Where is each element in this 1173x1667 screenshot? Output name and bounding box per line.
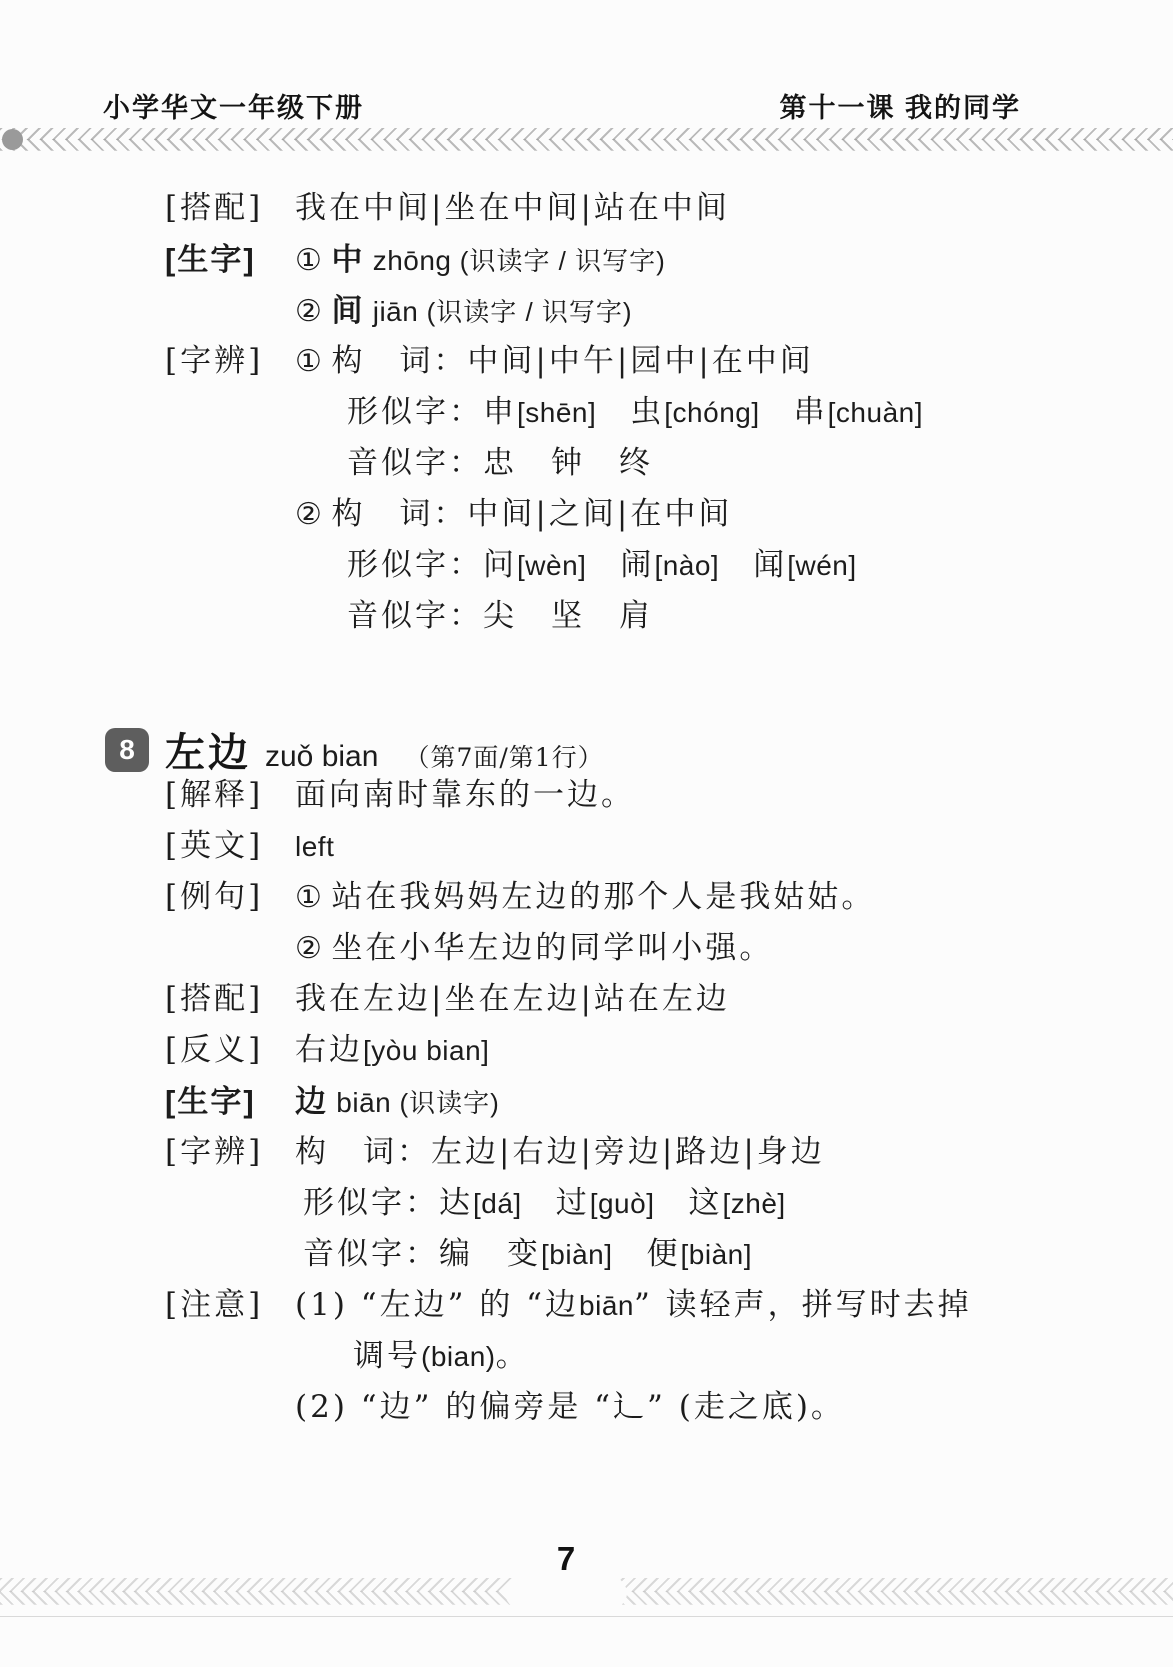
text-segment: [nào] [654,550,720,581]
text-segment: 。 [495,1338,530,1374]
definition-line [165,336,1113,387]
text-segment: (识读字 / 识写字) [459,246,666,276]
footer-rule [0,1616,1173,1617]
definition-line [165,1229,1113,1280]
text-segment: 便 [612,1236,681,1272]
text-segment: 面向南时靠东的一边。 [295,777,635,813]
entry-headword: 左边 [165,731,251,775]
definition-line [165,183,1113,234]
line-content [295,387,1113,438]
definition-line [165,1331,1113,1382]
definition-line [165,591,1113,642]
line-label [165,1382,295,1433]
text-segment: 形似字：达 [303,1185,473,1221]
text-segment: 间 [331,293,365,328]
text-segment: ① [295,243,332,278]
entry-8-details-block [165,770,1113,1433]
text-segment: ① [295,344,332,379]
line-content [295,489,1113,540]
text-segment: ① [295,880,332,915]
line-content [295,336,1113,387]
line-label [165,489,295,540]
text-segment: [wén] [787,550,857,581]
lesson-title: 第十一课 我的同学 [779,93,1021,123]
line-label: [英文] [165,828,264,864]
line-content [295,285,1113,336]
page-number: 7 [556,1540,576,1577]
definition-line [165,1382,1113,1433]
text-segment: (识读字) [399,1088,500,1118]
line-content [295,1331,1113,1382]
text-segment: 站在我妈妈左边的那个人是我姑姑。 [331,879,876,915]
text-segment: 中 [331,242,365,277]
definition-line [165,285,1113,336]
definition-line [165,770,1113,821]
definition-line [165,1280,1113,1331]
text-segment: 形似字：申 [347,394,517,430]
text-segment: [chuàn] [827,397,923,428]
text-segment: 边 [295,1084,328,1119]
definition-line [165,489,1113,540]
entry-7-continued-block [165,183,1113,642]
line-content [295,1382,1113,1433]
text-segment: 右边 [295,1032,363,1068]
text-segment: [zhè] [722,1188,786,1219]
definition-line [165,1178,1113,1229]
definition-line [165,821,1113,872]
line-content [295,1025,1113,1076]
text-segment: biān [579,1290,634,1321]
text-segment: 构 词：中间|中午|园中|在中间 [331,343,814,379]
text-segment: 这 [654,1185,723,1221]
definition-line [165,540,1113,591]
text-segment: jiān [364,296,427,327]
text-segment: 调号 [353,1338,421,1374]
line-label: [解释] [165,777,264,813]
line-content [295,183,1113,234]
text-segment: 形似字：问 [347,547,517,583]
definition-line [165,872,1113,923]
text-segment: 虫 [596,394,665,430]
line-label: [字辨] [165,343,264,379]
text-segment: 音似字：忠 钟 终 [347,445,653,481]
line-label [165,591,295,642]
definition-line [165,974,1113,1025]
text-segment: (1) “左边” 的 “边 [295,1287,580,1323]
text-segment: [wèn] [517,550,587,581]
line-content [295,1178,1113,1229]
line-label: [注意] [165,1287,264,1323]
line-content [295,923,1113,974]
text-segment: 坐在小华左边的同学叫小强。 [331,930,774,966]
text-segment: ② [295,497,332,532]
text-segment: (bian) [421,1341,496,1372]
text-segment: 串 [759,394,828,430]
line-label: [字辨] [165,1134,264,1170]
line-content [295,1127,1113,1178]
text-segment: 闹 [586,547,655,583]
text-segment: 我在中间|坐在中间|站在中间 [295,190,730,226]
text-segment: 过 [521,1185,590,1221]
line-content [295,974,1113,1025]
text-segment: left [295,831,335,862]
line-label [165,1229,295,1280]
text-segment: [yòu bian] [363,1035,490,1066]
definition-line [165,1127,1113,1178]
text-segment: (2) “边” 的偏旁是 “辶” (走之底)。 [295,1389,845,1425]
line-label [165,923,295,974]
line-label [165,387,295,438]
line-content [295,1229,1113,1280]
line-label [165,285,295,336]
text-segment: zhōng [364,245,460,276]
line-label: [搭配] [165,190,264,226]
definition-line [165,387,1113,438]
book-title: 小学华文一年级下册 [103,93,364,123]
text-segment: 我在左边|坐在左边|站在左边 [295,981,730,1017]
line-content [295,438,1113,489]
line-content [295,540,1113,591]
line-content [295,821,1113,872]
line-label: [生字] [165,242,256,277]
text-segment: 闻 [719,547,788,583]
line-label: [例句] [165,879,264,915]
line-label [165,438,295,489]
definition-line [165,923,1113,974]
line-content [295,872,1113,923]
text-segment: 音似字：尖 坚 肩 [347,598,653,634]
line-content [295,770,1113,821]
text-segment: [biàn] [680,1239,752,1270]
line-content [295,234,1113,285]
header-divider-chevron [0,128,1173,151]
line-label: [生字] [165,1084,256,1119]
text-segment: biān [328,1087,400,1118]
line-label [165,1331,295,1382]
definition-line [165,234,1113,285]
definition-line [165,1076,1113,1127]
line-label [165,1178,295,1229]
text-segment: 构 词：左边|右边|旁边|路边|身边 [295,1134,825,1170]
text-segment: 构 词：中间|之间|在中间 [331,496,733,532]
entry-number-badge: 8 [105,728,149,772]
text-segment: [chóng] [664,397,760,428]
text-segment: 音似字：编 变 [303,1236,541,1272]
line-content [295,591,1113,642]
entry-source-location: （第7面/第1行） [404,743,604,772]
text-segment: [dá] [473,1188,522,1219]
line-content [295,1076,1113,1127]
line-label: [搭配] [165,981,264,1017]
definition-line [165,1025,1113,1076]
divider-cap-dot [2,129,23,150]
page-header [103,86,1021,125]
entry-pinyin: zuǒ bian [265,740,379,773]
text-segment: (识读字 / 识写字) [426,297,633,327]
line-content [295,1280,1113,1331]
line-label [165,540,295,591]
text-segment: ② [295,931,332,966]
text-segment: ” 读轻声，拼写时去掉 [633,1287,972,1323]
line-label: [反义] [165,1032,264,1068]
text-segment: ② [295,294,332,329]
text-segment: [guò] [589,1188,655,1219]
text-segment: [biàn] [541,1239,613,1270]
text-segment: [shēn] [517,397,597,428]
definition-line [165,438,1113,489]
